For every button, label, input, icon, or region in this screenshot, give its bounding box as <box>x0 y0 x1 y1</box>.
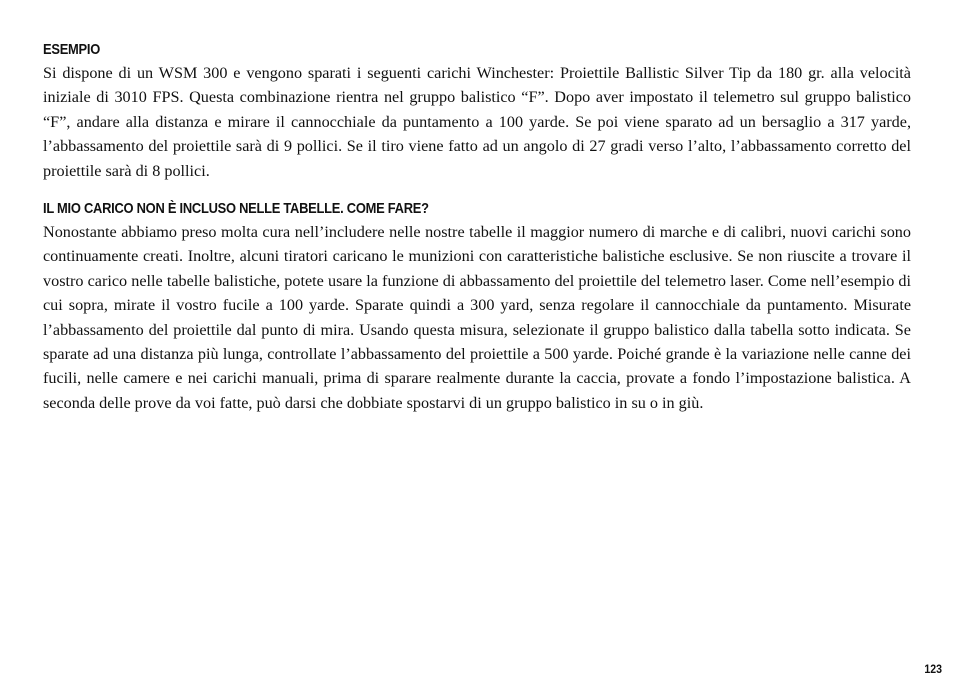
section-paragraph-carico-non-incluso: Nonostante abbiamo preso molta cura nell’includere nelle nostre tabelle il maggior numero di marche e di calibri, nuovi carichi sono continuamente creati. Inoltre, alcuni tiratori caricano le munizioni con caratteristiche balistiche esclusive. Se non riuscite a trovare il vostro carico nelle tabelle balistiche, potete usare la funzione di abbassamento del proiettile del telemetro laser. Come nell’esempio di cui sopra, mirate il vostro fucile a 100 yarde. Sparate quindi a 300 yard, senza regolare il cannocchiale da puntamento. Misurate l’abbassamento del proiettile dal punto di mira. Usando questa misura, selezionate il gruppo balistico dalla tabella sotto indicata. Se sparate ad una distanza più lunga, controllate l’abbassamento del proiettile a 500 yarde. Poiché grande è la variazione nelle canne dei fucili, nelle camere e nei carichi manuali, prima di sparare realmente durante la caccia, provate a fondo l’impostazione balistica. A seconda delle prove da voi fatte, può darsi che dobbiate spostarvi di un gruppo balistico in su o in giù. <box>43 223 911 412</box>
section-esempio <box>43 38 911 183</box>
document-page <box>43 38 911 429</box>
section-heading-carico-non-incluso: IL MIO CARICO NON È INCLUSO NELLE TABELLE. COME FARE? <box>43 200 429 218</box>
page-number: 123 <box>924 662 942 676</box>
section-paragraph-esempio: Si dispone di un WSM 300 e vengono sparati i seguenti carichi Winchester: Proiettile Ballistic Silver Tip da 180 gr. alla velocità iniziale di 3010 FPS. Questa combinazione rientra nel gruppo balistico “F”. Dopo aver impostato il telemetro sul gruppo balistico “F”, andare alla distanza e mirare il cannocchiale da puntamento a 100 yarde. Se poi viene sparato ad un bersaglio a 317 yarde, l’abbassamento del proiettile sarà di 9 pollici. Se il tiro viene fatto ad un angolo di 27 gradi verso l’alto, l’abbassamento corretto del proiettile sarà di 8 pollici. <box>43 64 911 180</box>
section-heading-esempio: ESEMPIO <box>43 41 100 58</box>
section-carico-non-incluso <box>43 197 911 415</box>
